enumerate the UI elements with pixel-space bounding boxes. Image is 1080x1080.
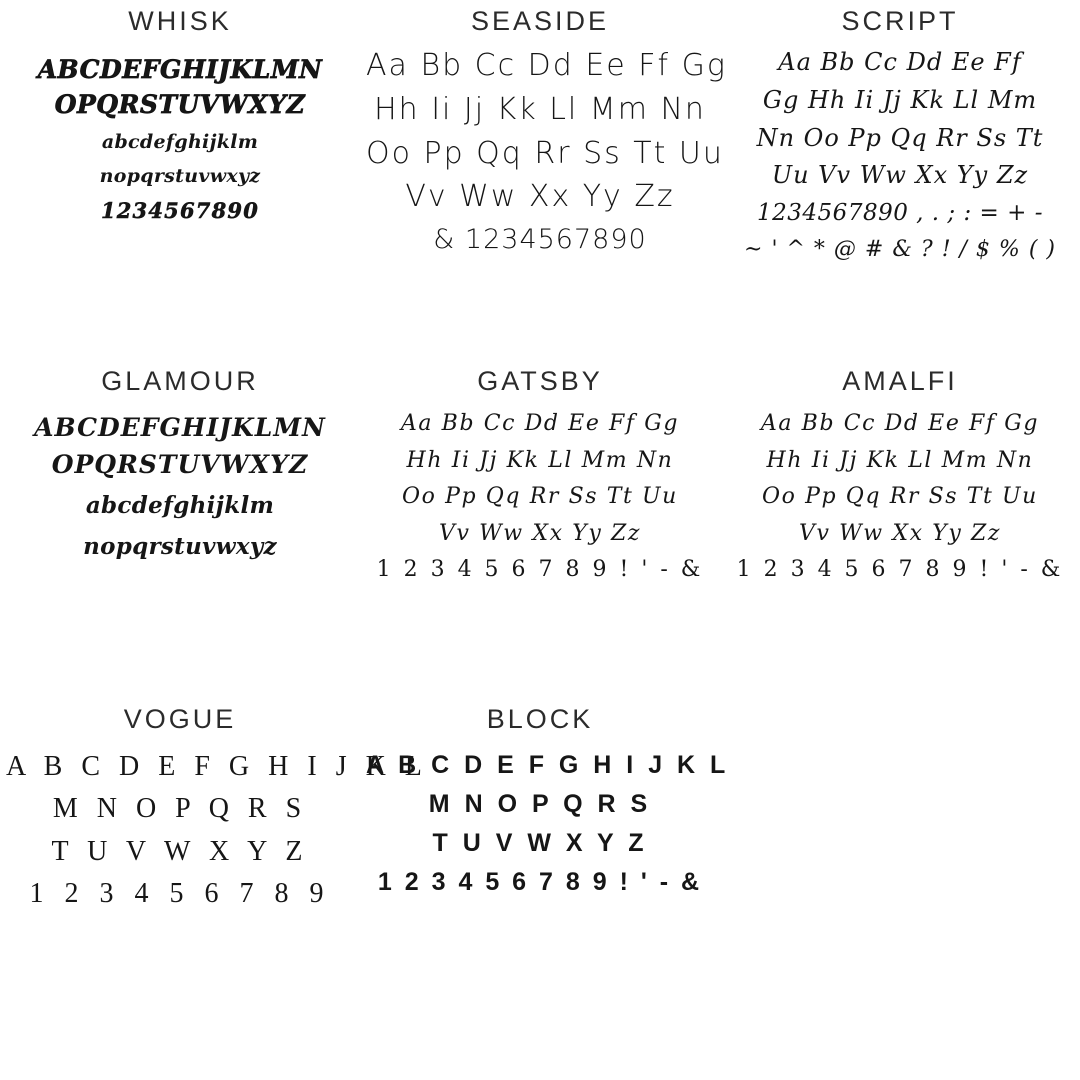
specimen-line: OPQRSTUVWXYZ bbox=[51, 450, 309, 479]
font-name-seaside: SEASIDE bbox=[470, 6, 610, 36]
specimen-line: 1 2 3 4 5 6 7 8 9 bbox=[29, 878, 331, 910]
specimen-line: Oo Pp Qq Rr Ss Tt Uu bbox=[402, 484, 678, 510]
specimen-line: Vv Ww Xx Yy Zz bbox=[798, 520, 1002, 546]
specimen-line: 1234567890 bbox=[100, 198, 260, 224]
specimen-line: Oo Pp Qq Rr Ss Tt Uu bbox=[762, 484, 1038, 510]
specimen-line: M N O P Q R S bbox=[428, 790, 652, 818]
specimen-line: & 1234567890 bbox=[433, 224, 647, 256]
specimen-line: Hh Ii Jj Kk Ll Mm Nn bbox=[374, 91, 706, 127]
font-specimen-glamour bbox=[6, 413, 354, 560]
specimen-line: nopqrstuvwxyz bbox=[83, 532, 277, 560]
specimen-line: T U V W X Y Z bbox=[51, 835, 309, 867]
specimen-line: abcdefghijklm bbox=[85, 492, 275, 519]
specimen-line: A B C D E F G H I J K L bbox=[366, 751, 730, 779]
font-sample-script bbox=[720, 0, 1080, 360]
font-specimen-script bbox=[726, 49, 1074, 273]
font-sample-block bbox=[360, 700, 730, 1080]
font-name-vogue: VOGUE bbox=[123, 704, 237, 734]
specimen-line: 1 2 3 4 5 6 7 8 9 ! ' - & bbox=[736, 557, 1064, 583]
font-specimen-amalfi bbox=[726, 411, 1074, 594]
font-specimen-seaside bbox=[366, 48, 727, 265]
specimen-line: A B C D E F G H I J K L bbox=[6, 751, 428, 782]
font-sample-gatsby bbox=[360, 360, 720, 700]
font-specimen-block bbox=[366, 751, 730, 907]
font-sample-seaside bbox=[360, 0, 727, 360]
specimen-line: 1234567890 , . ; : = + - bbox=[757, 200, 1043, 227]
specimen-line: Oo Pp Qq Rr Ss Tt Uu bbox=[366, 135, 724, 171]
specimen-line: Nn Oo Pp Qq Rr Ss Tt bbox=[756, 123, 1044, 152]
specimen-line: OPQRSTUVWXYZ bbox=[54, 90, 306, 119]
specimen-line: T U V W X Y Z bbox=[432, 829, 648, 857]
specimen-line: Vv Ww Xx Yy Zz bbox=[405, 179, 675, 215]
empty-cell bbox=[720, 700, 1080, 1080]
specimen-line: ABCDEFGHIJKLMN bbox=[34, 413, 326, 442]
font-name-script: SCRIPT bbox=[841, 6, 959, 36]
specimen-line: 1 2 3 4 5 6 7 8 9 ! ' - & bbox=[376, 557, 704, 583]
specimen-line: ~ ' ^ * @ # & ? ! / $ % ( ) bbox=[744, 236, 1056, 262]
font-sample-whisk bbox=[0, 0, 360, 360]
specimen-line: M N O P Q R S bbox=[52, 793, 308, 825]
font-name-whisk: WHISK bbox=[128, 6, 232, 36]
specimen-line: nopqrstuvwxyz bbox=[99, 165, 261, 188]
specimen-line: Aa Bb Cc Dd Ee Ff Gg bbox=[400, 411, 680, 436]
specimen-line: Hh Ii Jj Kk Ll Mm Nn bbox=[766, 447, 1034, 473]
font-specimen-vogue bbox=[6, 751, 428, 921]
font-name-glamour: GLAMOUR bbox=[101, 366, 259, 396]
specimen-line: Aa Bb Cc Dd Ee Ff bbox=[778, 48, 1022, 76]
font-name-block: BLOCK bbox=[486, 704, 594, 734]
specimen-line: Gg Hh Ii Jj Kk Ll Mm bbox=[762, 85, 1038, 114]
specimen-line: Hh Ii Jj Kk Ll Mm Nn bbox=[406, 447, 674, 473]
font-name-gatsby: GATSBY bbox=[477, 366, 603, 396]
specimen-line: Vv Ww Xx Yy Zz bbox=[438, 520, 642, 546]
specimen-line: 1 2 3 4 5 6 7 8 9 ! ' - & bbox=[377, 868, 703, 896]
font-sample-glamour bbox=[0, 360, 360, 700]
specimen-line: abcdefghijklm bbox=[101, 131, 259, 153]
font-specimen-gatsby bbox=[366, 411, 714, 594]
font-specimen-whisk bbox=[6, 55, 354, 223]
specimen-line: Uu Vv Ww Xx Yy Zz bbox=[771, 161, 1029, 190]
font-name-amalfi: AMALFI bbox=[842, 366, 958, 396]
font-sample-vogue bbox=[0, 700, 428, 1080]
specimen-line: ABCDEFGHIJKLMN bbox=[37, 55, 323, 84]
font-sample-amalfi bbox=[720, 360, 1080, 700]
specimen-line: Aa Bb Cc Dd Ee Ff Gg bbox=[366, 48, 727, 83]
specimen-line: Aa Bb Cc Dd Ee Ff Gg bbox=[760, 411, 1040, 436]
